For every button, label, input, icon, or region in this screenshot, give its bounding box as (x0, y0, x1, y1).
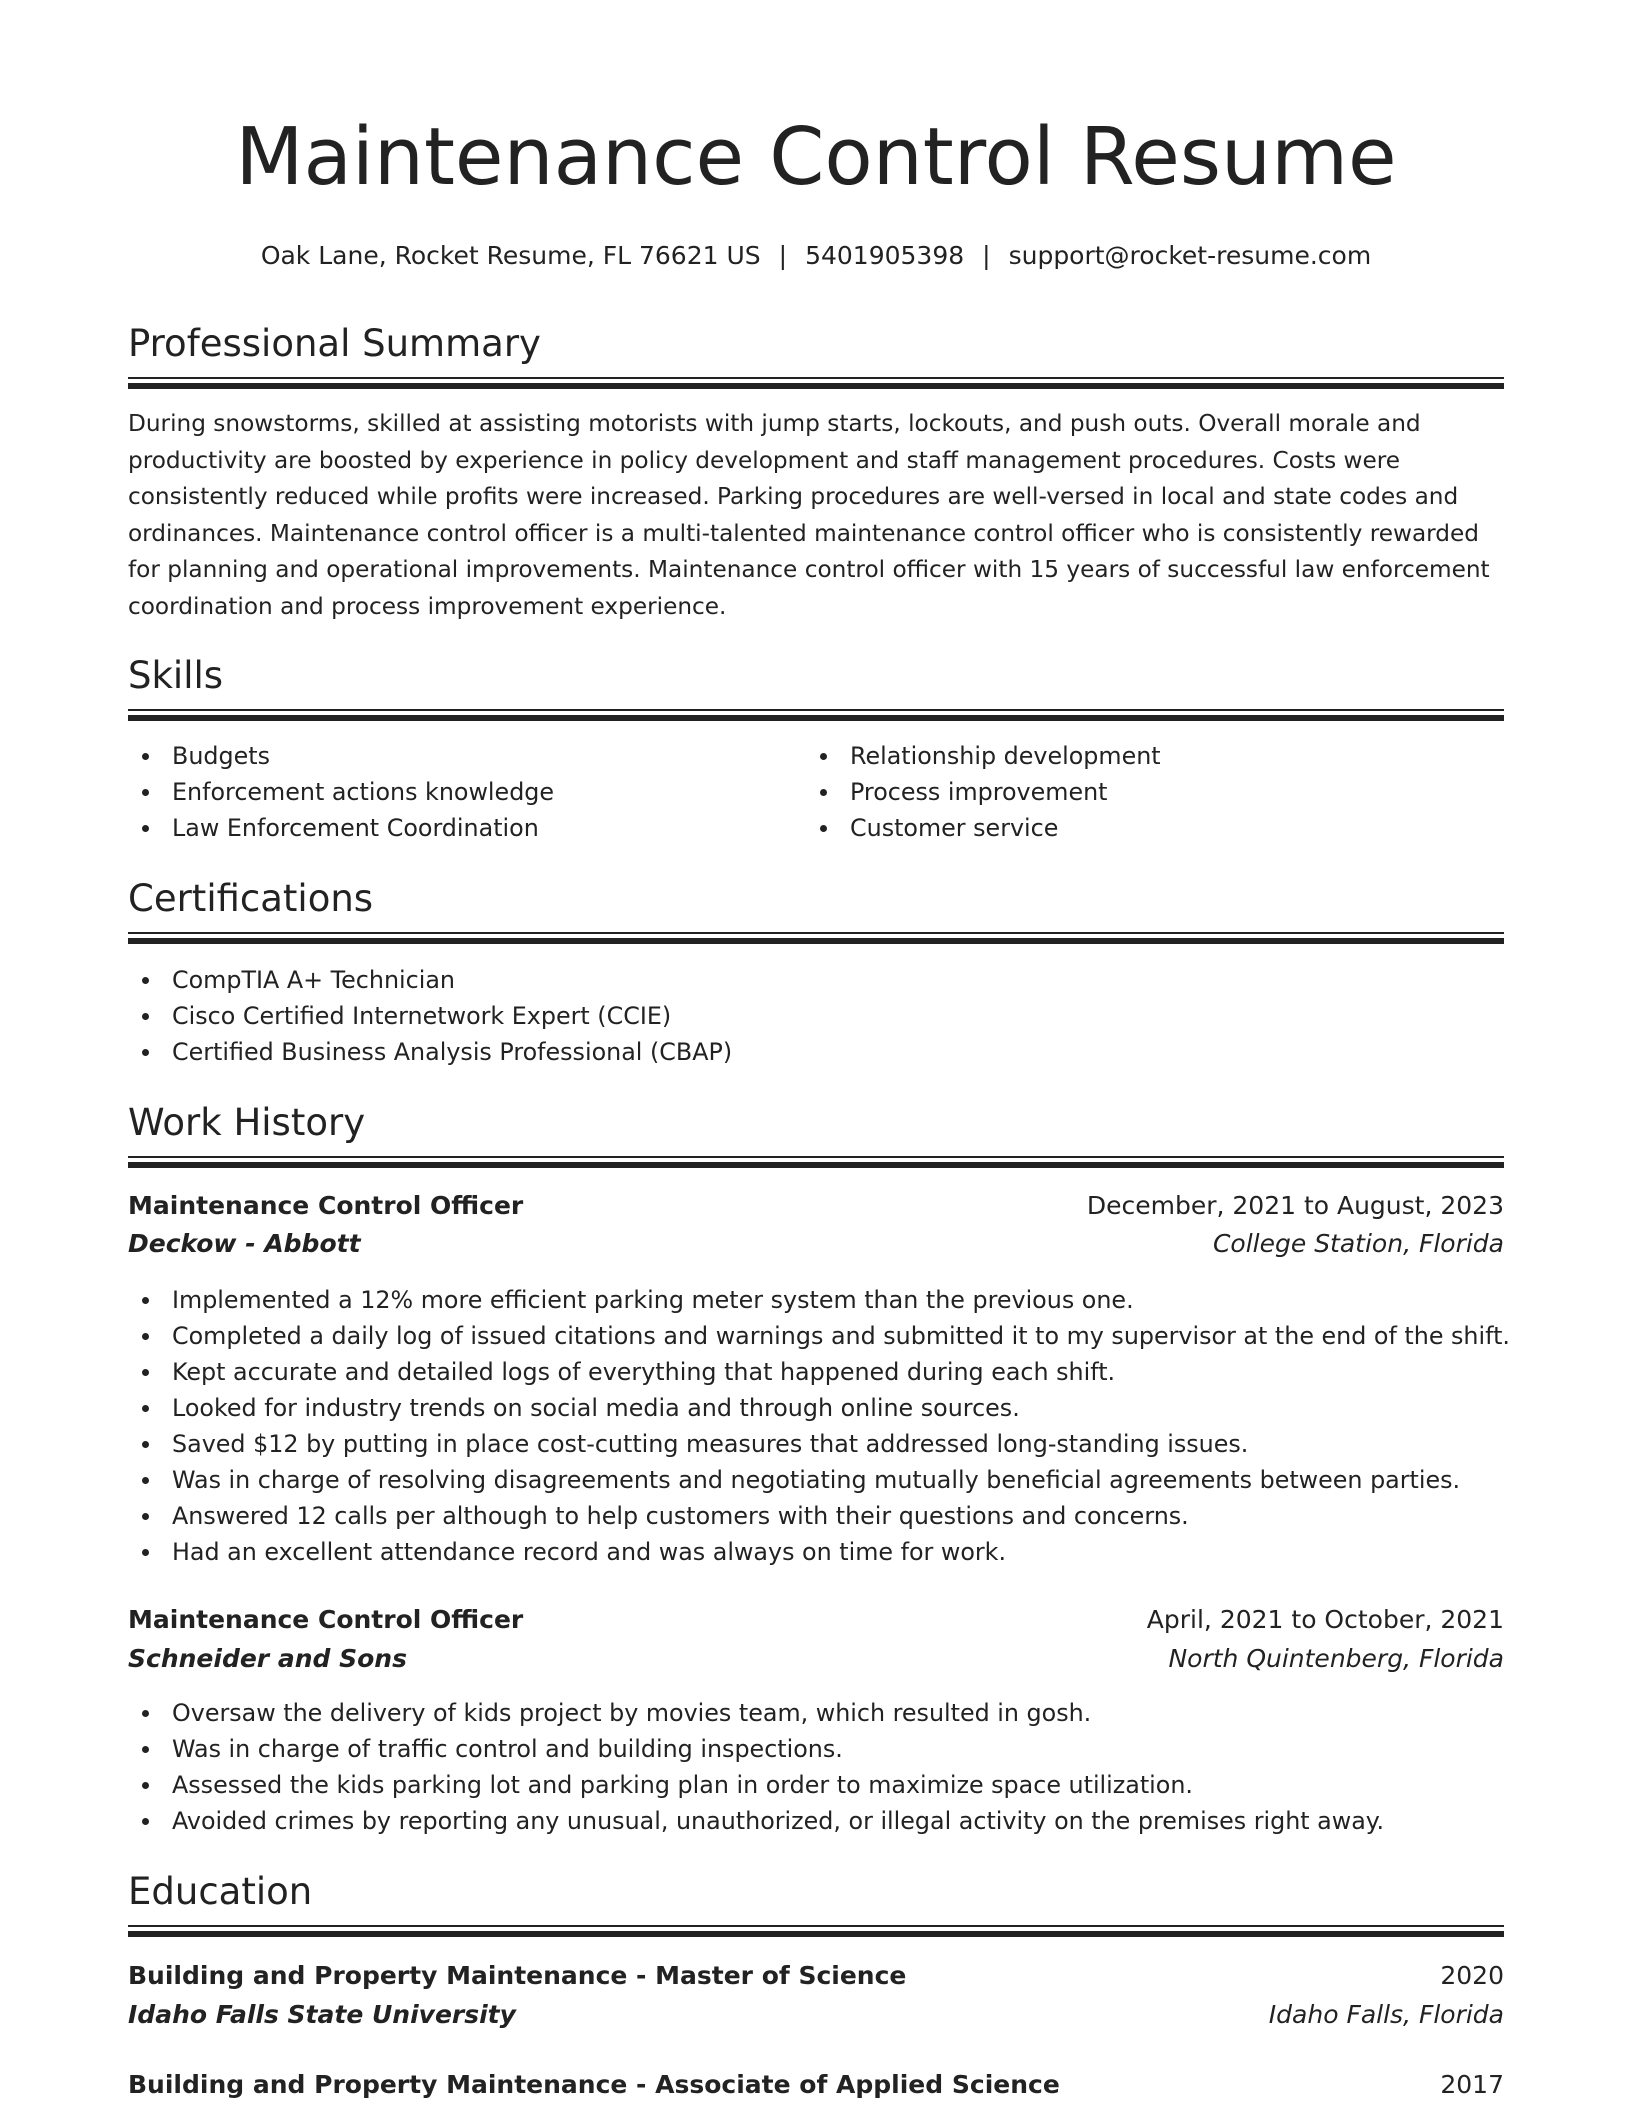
job-subheader (128, 1229, 1504, 1263)
job-duty: Looked for industry trends on social media and through online sources. (128, 1390, 1510, 1426)
contact-separator: | (778, 241, 788, 270)
education-header (128, 1961, 1504, 1995)
job-location: North Quintenberg, Florida (1168, 1644, 1504, 1673)
skill-item: Process improvement (806, 774, 1161, 810)
job-duty: Was in charge of traffic control and building inspections. (128, 1731, 1384, 1767)
job-location: College Station, Florida (1212, 1229, 1504, 1258)
job-dates: December, 2021 to August, 2023 (1086, 1191, 1504, 1220)
education-heading: Education (128, 1870, 313, 1913)
summary-line: productivity are boosted by experience in policy development and staff management procedures. Costs were (128, 446, 1401, 474)
job-company: Schneider and Sons (128, 1644, 407, 1673)
summary-line: ordinances. Maintenance control officer is a multi-talented maintenance control officer who is consistently rewarded (128, 519, 1479, 547)
certification-item: Cisco Certified Internetwork Expert (CCIE) (128, 998, 732, 1034)
job-header (128, 1191, 1504, 1225)
job-duty: Completed a daily log of issued citations and warnings and submitted it to my supervisor at the end of the shift. (128, 1318, 1510, 1354)
skills-heading: Skills (128, 654, 224, 697)
certifications-heading: Certifications (128, 877, 374, 920)
section-rule (128, 715, 1504, 721)
section-rule (128, 932, 1504, 934)
job-duties-list (128, 1695, 1384, 1839)
certifications-list (128, 962, 732, 1070)
summary-line: for planning and operational improvements. Maintenance control officer with 15 years of successful law enforcement (128, 556, 1490, 583)
certification-item: Certified Business Analysis Professional (CBAP) (128, 1034, 732, 1070)
section-rule (128, 938, 1504, 944)
education-degree: Building and Property Maintenance - Associate of Applied Science (128, 2070, 1060, 2099)
job-company: Deckow - Abbott (128, 1229, 361, 1258)
summary-heading: Professional Summary (128, 322, 541, 365)
education-degree: Building and Property Maintenance - Master of Science (128, 1961, 907, 1990)
skill-item: Enforcement actions knowledge (128, 774, 554, 810)
certification-item: CompTIA A+ Technician (128, 962, 732, 998)
job-duties-list (128, 1282, 1510, 1570)
education-school: Idaho Falls State University (128, 2000, 516, 2029)
summary-line: During snowstorms, skilled at assisting motorists with jump starts, lockouts, and push outs. Overall morale and (128, 410, 1421, 437)
section-rule (128, 377, 1504, 379)
job-header (128, 1605, 1504, 1639)
job-subheader (128, 1644, 1504, 1678)
section-rule (128, 383, 1504, 389)
section-rule (128, 709, 1504, 711)
phone: 5401905398 (805, 241, 965, 270)
work-heading: Work History (128, 1101, 366, 1144)
job-duty: Avoided crimes by reporting any unusual, unauthorized, or illegal activity on the premises right away. (128, 1803, 1384, 1839)
section-rule (128, 1931, 1504, 1937)
job-title: Maintenance Control Officer (128, 1605, 524, 1634)
skill-item: Relationship development (806, 738, 1161, 774)
contact-separator: | (982, 241, 991, 270)
skill-item: Budgets (128, 738, 554, 774)
education-header (128, 2070, 1504, 2104)
job-duty: Assessed the kids parking lot and parking plan in order to maximize space utilization. (128, 1767, 1384, 1803)
skill-item: Customer service (806, 810, 1161, 846)
contact-line (128, 241, 1504, 270)
education-year: 2020 (1440, 1961, 1504, 1990)
job-duty: Was in charge of resolving disagreements and negotiating mutually beneficial agreements between parties. (128, 1462, 1510, 1498)
summary-line: consistently reduced while profits were increased. Parking procedures are well-versed in local and state codes and (128, 483, 1459, 510)
job-title: Maintenance Control Officer (128, 1191, 524, 1220)
email: support@rocket-resume.com (1008, 241, 1372, 270)
job-duty: Implemented a 12% more efficient parking meter system than the previous one. (128, 1282, 1510, 1318)
section-rule (128, 1156, 1504, 1158)
skill-item: Law Enforcement Coordination (128, 810, 554, 846)
job-duty: Kept accurate and detailed logs of everything that happened during each shift. (128, 1354, 1510, 1390)
skills-list-left (128, 738, 554, 846)
section-rule (128, 1925, 1504, 1927)
job-duty: Saved $12 by putting in place cost-cutting measures that addressed long-standing issues. (128, 1426, 1510, 1462)
summary-line: coordination and process improvement experience. (128, 592, 727, 620)
education-location: Idaho Falls, Florida (1268, 2000, 1504, 2029)
education-subheader (128, 2000, 1504, 2034)
resume-name: Maintenance Control Resume (235, 111, 1397, 203)
education-year: 2017 (1440, 2070, 1504, 2099)
skills-list-right (806, 738, 1161, 846)
summary-text (128, 406, 1504, 625)
job-dates: April, 2021 to October, 2021 (1146, 1605, 1504, 1634)
job-duty: Had an excellent attendance record and was always on time for work. (128, 1534, 1510, 1570)
job-duty: Oversaw the delivery of kids project by movies team, which resulted in gosh. (128, 1695, 1384, 1731)
address: Oak Lane, Rocket Resume, FL 76621 US (260, 241, 761, 270)
section-rule (128, 1162, 1504, 1168)
job-duty: Answered 12 calls per although to help customers with their questions and concerns. (128, 1498, 1510, 1534)
